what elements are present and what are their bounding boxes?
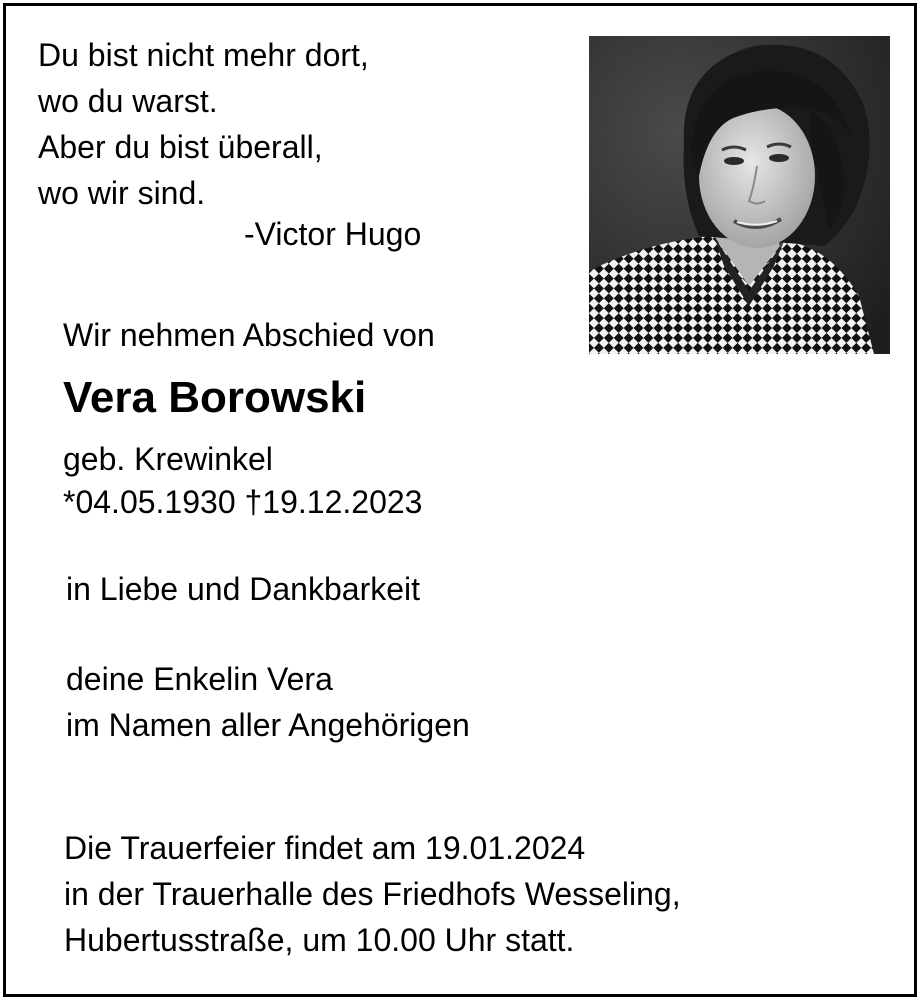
sender-line: im Namen aller Angehörigen bbox=[66, 707, 470, 743]
portrait-photo bbox=[589, 36, 890, 354]
service-line: Hubertusstraße, um 10.00 Uhr statt. bbox=[64, 922, 575, 958]
farewell-intro: Wir nehmen Abschied von bbox=[63, 317, 435, 353]
service-line: in der Trauerhalle des Friedhofs Wesseling, bbox=[64, 876, 681, 912]
service-line: Die Trauerfeier findet am 19.01.2024 bbox=[64, 830, 586, 866]
portrait-image bbox=[589, 36, 890, 354]
thanks-line: in Liebe und Dankbarkeit bbox=[66, 571, 421, 607]
funeral-service-info bbox=[64, 825, 681, 963]
sender bbox=[66, 656, 470, 748]
quote-line: Du bist nicht mehr dort, bbox=[38, 37, 369, 73]
quote-author: -Victor Hugo bbox=[244, 216, 422, 252]
deceased-name: Vera Borowski bbox=[63, 373, 367, 422]
quote-line: wo du warst. bbox=[38, 83, 218, 119]
life-dates: *04.05.1930 †19.12.2023 bbox=[63, 484, 423, 520]
obituary-notice bbox=[3, 3, 917, 997]
sender-line: deine Enkelin Vera bbox=[66, 661, 333, 697]
quote bbox=[38, 32, 369, 216]
quote-line: Aber du bist überall, bbox=[38, 129, 323, 165]
quote-line: wo wir sind. bbox=[38, 175, 206, 211]
birth-name: geb. Krewinkel bbox=[63, 441, 273, 477]
